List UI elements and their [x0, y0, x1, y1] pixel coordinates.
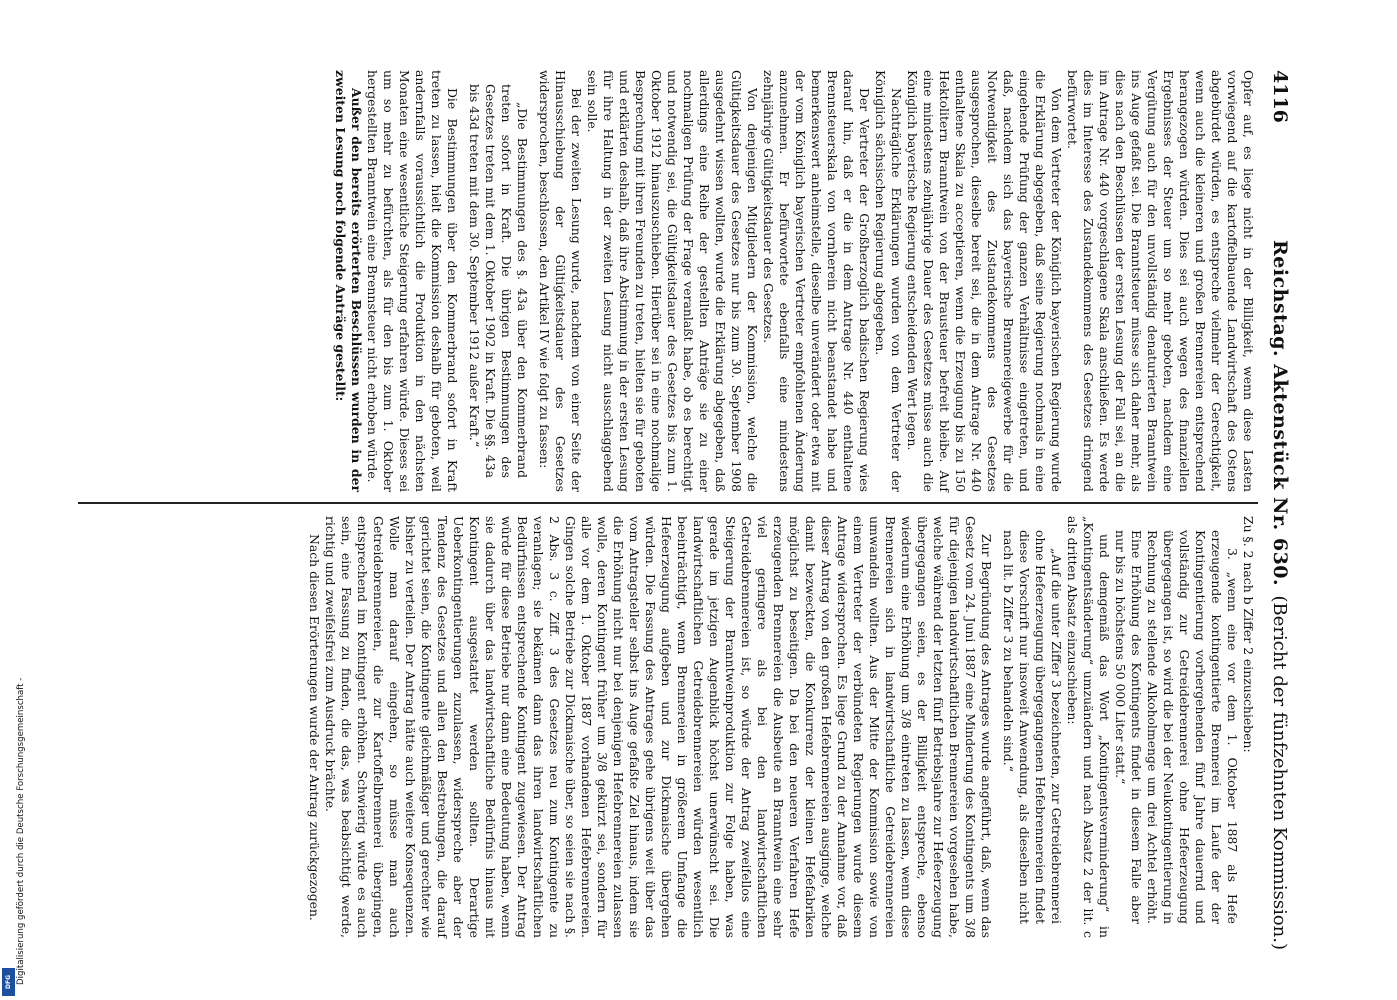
page-number: 4116: [1269, 70, 1291, 123]
paragraph: „Auf die unter Ziffer 3 bezeichneten, zur Getreidebrennerei ohne Hefeerzeugung übergegangenen Hefebrennereien findet diese Vorschrift nur insoweit Anwendung, als dieselben nicht nach lit. b Ziffer 3 zu behandeln sind.“: [1001, 530, 1064, 924]
paragraph: Opfer auf, es liege nicht in der Billigkeit, wenn diese Lasten vorwiegend auf die kartoffelbauende Landwirtschaft des Ostens abgebürdet würden, es entspreche vielmehr der Gerechtigkeit, wenn auch die kleineren und großen Brennereien entsprechend herangezogen würden. Dies sei auch wegen des finanziellen Ergebnisses der Steuer um so mehr geboten, nachdem eine Vergütung auch für den unvollständig denaturierten Branntwein ins Auge gefaßt sei. Die Branntsteuer müsse sich daher mehr, als dies nach den Beschlüssen der ersten Lesung der Fall sei, an die im Antrage Nr. 440 vorgeschlagene Skala anschließen. Es werde dies im Interesse des Zustandekommens des Gesetzes dringend befürwortet.: [1065, 70, 1256, 492]
paragraph: „Die Bestimmungen des §. 43a über den Kommerbrand treten sofort in Kraft. Die übrigen Bestimmungen des Gesetzes treten mit dem 1. Oktober 1902 in Kraft. Die §§. 43a bis 43d treten mit dem 30. September 1912 außer Kraft.“: [467, 84, 530, 478]
paragraph: 3. „wenn eine vor dem 1. Oktober 1887 als Hefe erzeugende kontingentierte Brennerei im Laufe der der Kontingentierung vorhergehenden fünf Jahre dauernd und vollständig zur Getreidebrennerei ohne Hefeerzeugung übergegangen ist, so wird die bei der Neukontingentierung in Rechnung zu stellende Alkoholmenge um drei Achtel erhöht. Eine Erhöhung des Kontingents findet in diesem Falle aber nur bis zu höchstens 50 000 Liter statt.“: [1113, 530, 1240, 924]
digitization-credit: Digitalisierung gefördert durch die Deutsche Forschungsgemeinschaft -: [16, 677, 26, 985]
right-column: [306, 516, 1256, 938]
paragraph: Zu §. 2 nach b Ziffer 2 einzuschieben:: [1241, 516, 1256, 753]
rotated-page-content: [80, 70, 1300, 950]
page-header: [1260, 70, 1300, 950]
paragraph: Der Vertreter der Großherzoglich badischen Regierung wies darauf hin, daß er die in dem Antrage Nr. 440 enthaltene Brennsteuerskala von vornherein nicht beanstandet habe und bemerkenswert anheimstelle, dieselbe unverändert oder etwa mit der vom Königlich bayerischen Vertreter empfohlenen Änderung anzunehmen. Er befürwortete ebenfalls eine mindestens zehnjährige Gültigkeitsdauer des Gesetzes.: [761, 70, 872, 492]
paragraph: Die Bestimmungen über den Kommerbrand sofort in Kraft treten zu lassen, hielt die Kommission deshalb für geboten, weil andernfalls voraussichtlich die Produktion in den nächsten Monaten eine wesentliche Steigerung erfahren würde. Dieses sei um so mehr zu befürchten, als für den bis zum 1. Oktober hergestellten Branntwein eine Brennsteuer nicht erhoben würde.: [365, 70, 460, 492]
left-column: [332, 70, 1256, 492]
paragraph: Nach diesen Erörterungen wurde der Antrag zurückgezogen.: [307, 534, 322, 921]
paragraph: Zur Begründung des Antrages wurde angeführt, daß, wenn das Gesetz vom 24. Juni 1887 eine Minderung des Kontingents um 3/8 für diejenigen landwirtschaftlichen Brennereien vorgesehen habe, welche während der letzten fünf Betriebsjahre zur Hefeerzeugung übergegangen seien, es der Billigkeit entspreche, ebenso wiederum eine Erhöhung um 3/8 eintreten zu lassen, wenn diese Brennereien sich in landwirtschaftliche Getreidebrennereien umwandeln wollten. Aus der Mitte der Kommission sowie von einem Vertreter der verbündeten Regierungen wurde diesem Antrage widersprochen. Es liege Grund zu der Annahme vor, daß dieser Antrag von den großen Hefebrennereien ausginge, welche damit bezweckten, die Konkurrenz der kleinen Hefefabriken möglichst zu beseitigen. Da bei den neueren Verfahren Hefe erzeugenden Brennereien die Ausbeute an Branntwein eine sehr viel geringere als bei den landwirtschaftlichen Getreidebrennereien ist, so würde der Antrag zweifellos eine Steigerung der Branntweinproduktion zur Folge haben, was gerade im jetzigen Augenblick höchst unerwünscht sei. Die landwirtschaftlichen Getreidebrennereien würden wesentlich beeinträchtigt, wenn Brennereien in größerem Umfange die Hefeerzeugung aufgeben und zur Dickmaische übergehen würden. Die Fassung des Antrages gehe übrigens weit über das vom Antragsteller selbst ins Auge gefaßte Ziel hinaus, indem sie die Erhöhung nicht nur bei denjenigen Hefebrennereien zulassen wolle, deren Kontingent früher um 3/8 gekürzt sei, sondern für alle vor dem 1. Oktober 1887 vorhandenen Hefebrennereien. Gingen solche Betriebe zur Dickmaische über, so seien sie nach §. 2 Abs. 3 c. Ziff. 3 des Gesetzes neu zum Kontingente zu veranlagen; sie bekämen dann das ihren landwirtschaftlichen Bedürfnissen entsprechende Kontingent zugewiesen. Der Antrag würde für diese Betriebe nur dann eine Bedeutung haben, wenn sie dadurch über das landwirtschaftliche Bedürfnis hinaus mit Kontingent ausgestattet werden sollten. Derartige Ueberkontingentierungen zuzulassen, widerspreche aber der Tendenz des Gesetzes und allen den Bestrebungen, die darauf gerichtet seien, die Kontingente gleichmäßiger und gerechter wie bisher zu verteilen. Der Antrag hätte auch weitere Konsequenzen. Wolle man darauf eingehen, so müsse man auch Getreidebrennereien, die zur Kartoffelbrennerei übergingen, entsprechend im Kontingent erhöhen. Schwierig würde es auch sein, eine Fassung zu finden, die das, was beabsichtigt werde, richtig und zweifelsfrei zum Ausdruck brächte.: [323, 516, 994, 938]
paragraph: Von denjenigen Mitgliedern der Kommission, welche die Gültigkeitsdauer des Gesetzes nur bis zum 30. September 1908 ausgedehnt wissen wollten, wurde die Erklärung abgegeben, daß allerdings eine Reihe der gestellten Anträge sie zu einer nochmaligen Prüfung der Frage veranlaßt habe, ob es berechtigt und notwendig sei, die Gültigkeitsdauer des Gesetzes bis zum 1. Oktober 1912 hinauszuschieben. Hierüber sei in eine nochmalige Besprechung mit ihren Freunden zu treten, hielten sie für geboten und erklärten deshalb, daß ihre Abstimmung in der ersten Lesung für ihre Haltung in der zweiten Lesung nicht ausschlaggebend sein solle.: [585, 70, 760, 492]
paragraph: Außer den bereits erörterten Beschlüssen wurden in der zweiten Lesung noch folgende Anträge gestellt:: [333, 70, 364, 492]
paragraph: Bei der zweiten Lesung wurde, nachdem von einer Seite der Hinausschiebung der Gültigkeitsdauer des Gesetzes widersprochen, beschlossen, den Artikel IV wie folgt zu fassen:: [537, 70, 584, 492]
paragraph: und demgemäß das Wort „Kontingentsverminderung“ in „Kontingentsänderung“ umzuändern und nach Absatz 2 der lit. c als dritten Absatz einzuschieben:: [1065, 516, 1112, 938]
page-title: Reichstag. Aktenstück Nr. 630.: [1269, 240, 1291, 587]
paragraph: Von dem Vertreter der Königlich bayerischen Regierung wurde die Erklärung abgegeben, daß seine Regierung nochmals in eine eingehende Prüfung der ganzen Verhältnisse eingetreten, und daß, nachdem sich das bayerische Brennereigewerbe für die Notwendigkeit des Zustandekommens des Gesetzes ausgesprochen, dieselbe bereit sei, die in dem Antrage Nr. 440 enthaltene Skala zu acceptieren, wenn die Erzeugung bis zu 150 Hektolitern Branntwein von der Brausteuer befreit bleibe. Auf eine mindestens zehnjährige Dauer des Gesetzes müsse auch die Königlich bayerische Regierung entscheidenden Wert legen.: [905, 70, 1064, 492]
page-subtitle: (Bericht der fünfzehnten Kommission.): [1269, 595, 1291, 950]
dfg-logo: DFG: [2, 968, 15, 996]
column-divider: [78, 502, 1258, 504]
paragraph: Nachträgliche Erklärungen wurden von dem Vertreter der Königlich sächsischen Regierung abgegeben.: [873, 70, 904, 492]
